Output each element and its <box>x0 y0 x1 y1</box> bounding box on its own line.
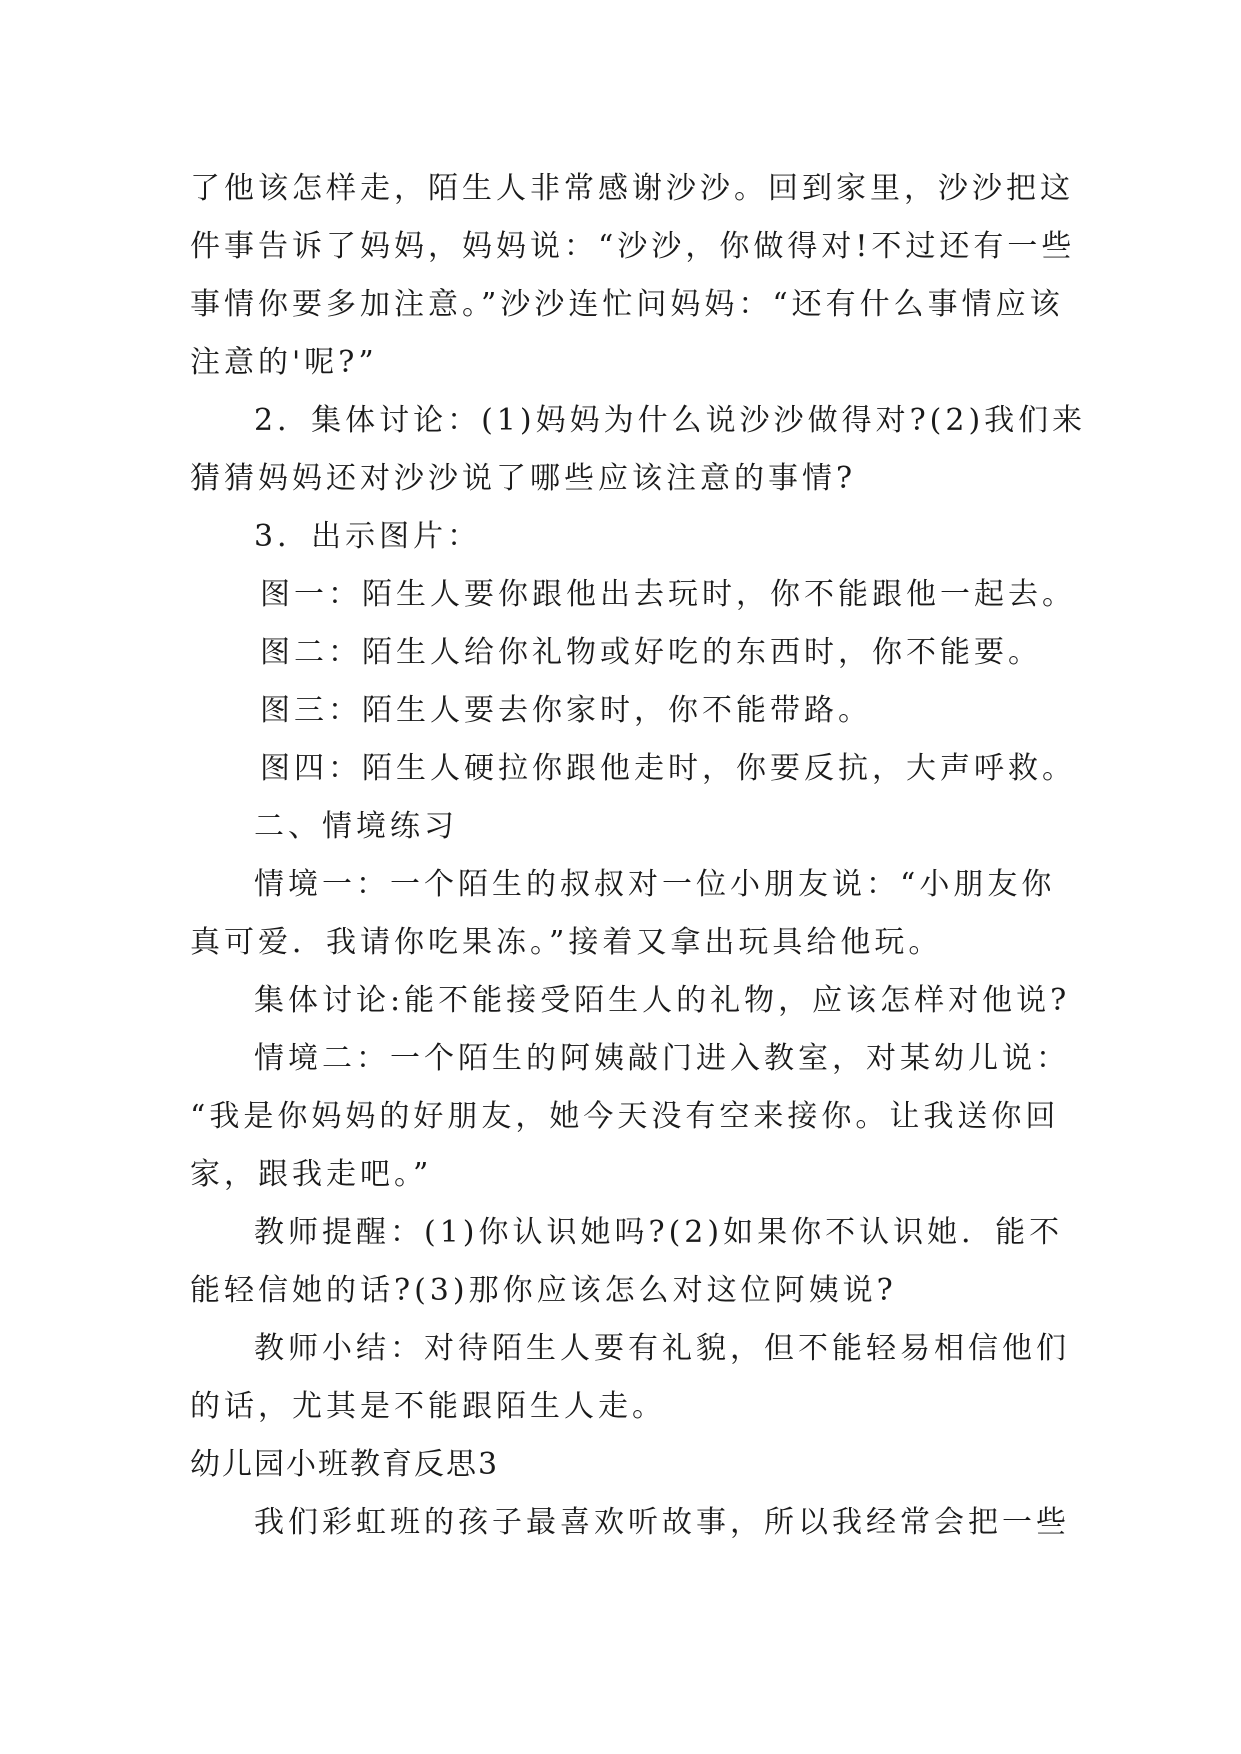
paragraph-line: 了他该怎样走，陌生人非常感谢沙沙。回到家里，沙沙把这 <box>190 171 1074 206</box>
paragraph-line: 教师提醒：(1)你认识她吗?(2)如果你不认识她．能不 <box>254 1215 1064 1250</box>
paragraph-line: 情境二：一个陌生的阿姨敲门进入教室，对某幼儿说： <box>254 1041 1070 1076</box>
paragraph-line: 真可爱．我请你吃果冻。”接着又拿出玩具给他玩。 <box>190 925 943 960</box>
paragraph-line: 我们彩虹班的孩子最喜欢听故事，所以我经常会把一些 <box>254 1505 1070 1540</box>
paragraph-line: 2．集体讨论：(1)妈妈为什么说沙沙做得对?(2)我们来 <box>254 403 1087 438</box>
section-heading: 二、情境练习 <box>254 809 458 844</box>
paragraph-line: 3．出示图片： <box>254 519 482 554</box>
paragraph-line: 能轻信她的话?(3)那你应该怎么对这位阿姨说? <box>190 1273 897 1308</box>
paragraph-line: 事情你要多加注意。”沙沙连忙问妈妈：“还有什么事情应该 <box>190 287 1064 322</box>
paragraph-line: 情境一：一个陌生的叔叔对一位小朋友说：“小朋友你 <box>254 867 1056 902</box>
document-body <box>190 160 1087 1552</box>
paragraph-line: 的话，尤其是不能跟陌生人走。 <box>190 1389 666 1424</box>
paragraph-line: 图四：陌生人硬拉你跟他走时，你要反抗，大声呼救。 <box>260 751 1076 786</box>
paragraph-line: 家，跟我走吧。” <box>190 1157 433 1192</box>
paragraph-line: 教师小结：对待陌生人要有礼貌，但不能轻易相信他们 <box>254 1331 1070 1366</box>
section-title: 幼儿园小班教育反思3 <box>190 1447 500 1482</box>
paragraph-line: 注意的'呢?” <box>190 345 378 380</box>
paragraph-line: “我是你妈妈的好朋友，她今天没有空来接你。让我送你回 <box>190 1099 1060 1134</box>
paragraph-line: 图一：陌生人要你跟他出去玩时，你不能跟他一起去。 <box>260 577 1076 612</box>
paragraph-line: 猜猜妈妈还对沙沙说了哪些应该注意的事情? <box>190 461 857 496</box>
paragraph-line: 图二：陌生人给你礼物或好吃的东西时，你不能要。 <box>260 635 1042 670</box>
paragraph-line: 集体讨论:能不能接受陌生人的礼物，应该怎样对他说? <box>254 983 1071 1018</box>
paragraph-line: 图三：陌生人要去你家时，你不能带路。 <box>260 693 872 728</box>
paragraph-line: 件事告诉了妈妈，妈妈说：“沙沙，你做得对!不过还有一些 <box>190 229 1076 264</box>
